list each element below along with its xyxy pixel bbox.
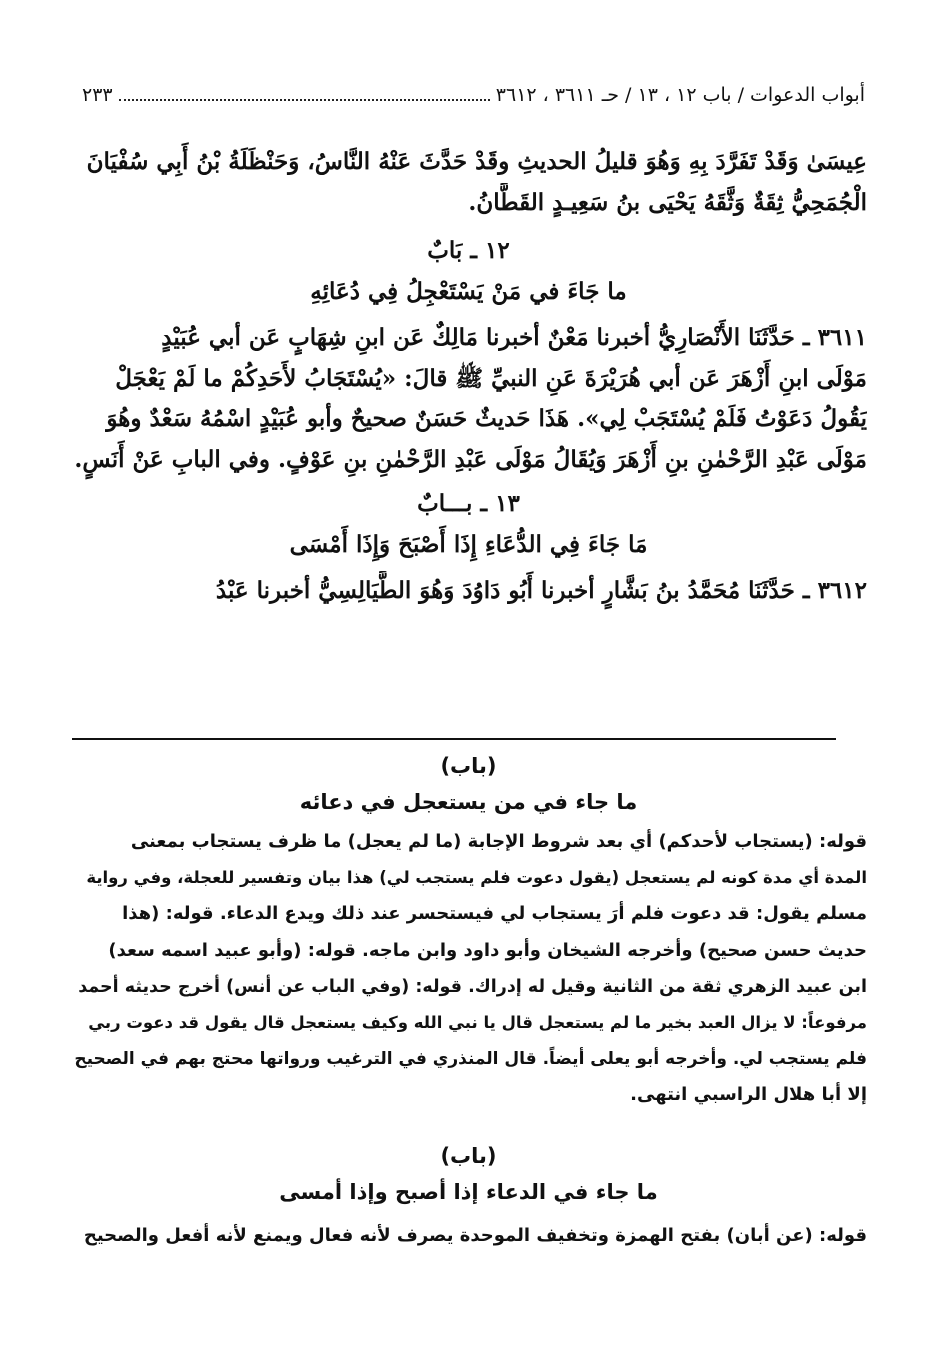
commentary-line: مسلم يقول: قد دعوت فلم أرَ يستجاب لي فيستحسر عند ذلك ويدع الدعاء. قوله: (هذا <box>122 903 867 925</box>
header-dot-leader <box>119 99 490 101</box>
commentary-line: المدة أي مدة كونه لم يستعجل (يقول دعوت فلم يستجب لي) هذا بيان وتفسير للعجلة، وفي رواية <box>86 868 867 888</box>
chapter-13-title: مَا جَاءَ فِي الدُّعَاءِ إِذَا أَصْبَحَ وَإِذَا أَمْسَى <box>289 530 648 558</box>
hadith-line: يَقُولُ دَعَوْتُ فَلَمْ يُسْتَجَبْ لِي». هَذَا حَديثٌ حَسَنٌ صحيحٌ وأبو عُبَيْدٍ اسْمُهُ سَعْدٌ وهُوَ <box>106 405 867 432</box>
intro-line: الْجُمَحِيُّ ثِقَةٌ وَثَّقَهُ يَحْيَى بنُ سَعِيـدٍ القَطَّانُ. <box>468 188 867 216</box>
main-text <box>70 142 867 612</box>
intro-line: عِيسَىٰ وَقَدْ تَفَرَّدَ بِهِ وَهُوَ قليلُ الحديثِ وقَدْ حَدَّثَ عَنْهُ النَّاسُ، وَحَنْظَلَةُ بْنُ أَبِي سُفْيَانَ <box>86 148 867 175</box>
commentary-bab-label: (باب) <box>440 1143 497 1168</box>
running-header <box>82 78 865 112</box>
commentary-line: قوله: (يستجاب لأحدكم) أي بعد شروط الإجابة (ما لم يعجل) ما ظرف يستجاب بمعنى <box>130 831 867 852</box>
commentary-line: إلا أبا هلال الراسبي انتهى. <box>630 1084 867 1106</box>
hadith-line: ٣٦١٢ ـ حَدَّثَنَا مُحَمَّدُ بنُ بَشَّارٍ أخبرنا أَبُو دَاوُدَ وَهُوَ الطَّيَالِسِيُّ أخبرنا عَبْدُ <box>215 577 867 604</box>
chapter-12-title: ما جَاءَ في مَنْ يَسْتَعْجِلُ فِي دُعَائِهِ <box>310 277 627 305</box>
commentary-bab-label: (باب) <box>440 754 497 778</box>
chapter-13-number: ١٣ ـ بـــابٌ <box>417 490 520 517</box>
commentary-line: حديث حسن صحيح) وأخرجه الشيخان وأبو داود وابن ماجه. قوله: (وأبو عبيد اسمه سعد) <box>108 939 867 961</box>
hadith-line: مَوْلَى ابنِ أَزْهَرَ عَن أبي هُرَيْرَةَ عَنِ النبيِّ ﷺ قالَ: «يُسْتَجَابُ لأَحَدِكُمْ ما لَمْ يَعْجَلْ <box>115 364 867 392</box>
commentary-line: قوله: (عن أبان) بفتح الهمزة وتخفيف الموحدة يصرف لأنه فعال ويمنع لأنه أفعل والصحيح <box>83 1224 867 1246</box>
commentary-line: فلم يستجب لي. وأخرجه أبو يعلى أيضاً. قال المنذري في الترغيب ورواتها محتج بهم في الصحيح <box>74 1049 867 1070</box>
commentary-line: مرفوعاً: لا يزال العبد بخير ما لم يستعجل قال يا نبي الله وكيف يستعجل قال يقول قد دعوت ربي <box>88 1012 867 1032</box>
footnote-divider <box>72 738 836 740</box>
hadith-line: ٣٦١١ ـ حَدَّثَنَا الأَنْصَارِيُّ أخبرنا مَعْنٌ أخبرنا مَالِكٌ عَن ابنِ شِهَابٍ عَن أبي عُبَيْدٍ <box>161 324 867 351</box>
header-title: أبواب الدعوات / باب ١٢ ، ١٣ / حـ ٣٦١١ ، ٣٦١٢ <box>495 84 865 106</box>
chapter-12-number: ١٢ ـ بَابٌ <box>427 237 510 264</box>
commentary-line: ابن عبيد الزهري ثقة من الثانية وقيل له إدراك. قوله: (وفي الباب عن أنس) أخرج حديثه أحمد <box>78 976 867 997</box>
page-number: ٢٣٣ <box>82 84 113 106</box>
commentary-bab-title: ما جاء في من يستعجل في دعائه <box>299 790 638 814</box>
commentary-bab-title: ما جاء في الدعاء إذا أصبح وإذا أمسى <box>279 1179 658 1204</box>
commentary <box>70 748 867 1254</box>
hadith-line: مَوْلَى عَبْدِ الرَّحْمٰنِ بنِ أَزْهَرَ وَيُقَالُ مَوْلَى عَبْدِ الرَّحْمٰنِ بنِ عَوْفٍ. وفي البابِ عَنْ أَنَسٍ. <box>74 445 867 473</box>
